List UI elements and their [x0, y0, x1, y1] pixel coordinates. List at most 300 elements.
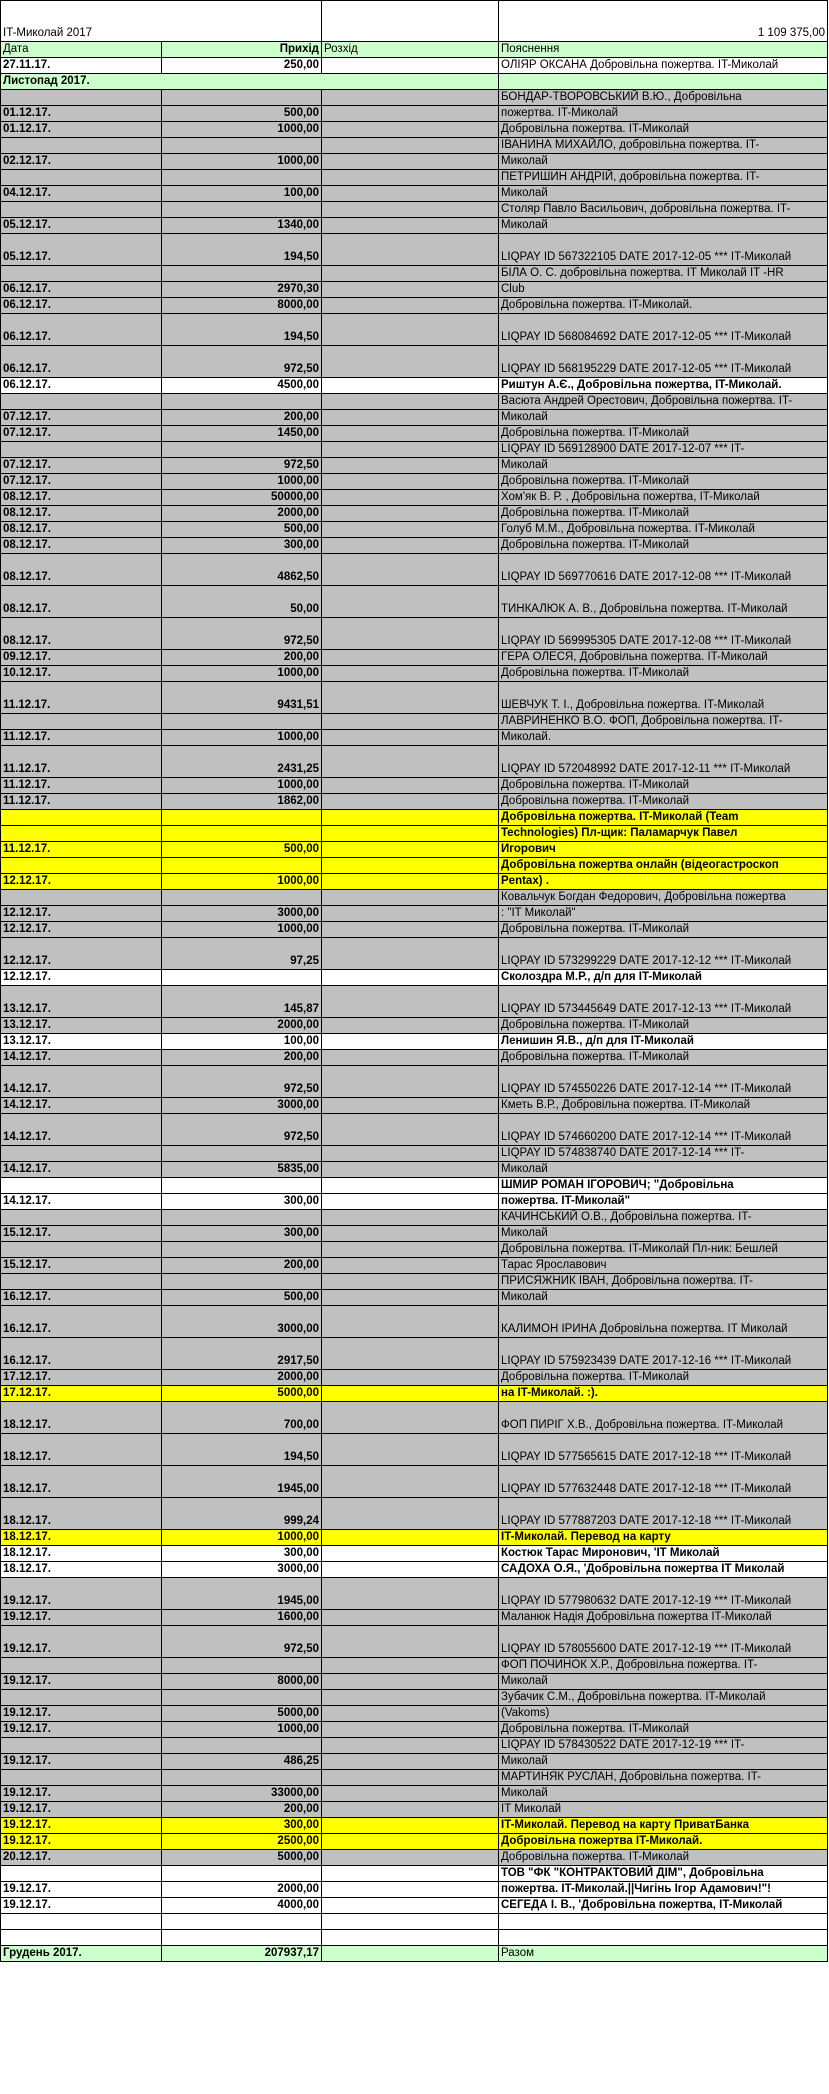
expense-cell[interactable]: [322, 410, 499, 426]
date-cell[interactable]: [1, 858, 162, 874]
note-cell[interactable]: БІЛА О. С. добровільна пожертва. IT Миколай IT -HR: [499, 266, 828, 282]
expense-cell[interactable]: [322, 1498, 499, 1530]
date-cell[interactable]: 14.12.17.: [1, 1098, 162, 1114]
note-cell[interactable]: ЛАВРИНЕНКО В.О. ФОП, Добровільна пожертва. IT-: [499, 714, 828, 730]
expense-cell[interactable]: [322, 1018, 499, 1034]
date-cell[interactable]: [1, 1738, 162, 1754]
expense-cell[interactable]: [322, 1866, 499, 1882]
footer-note[interactable]: Разом: [499, 1946, 828, 1962]
note-cell[interactable]: Добровільна пожертва. IT-Миколай: [499, 538, 828, 554]
income-cell[interactable]: 972,50: [161, 1066, 322, 1098]
date-cell[interactable]: 19.12.17.: [1, 1674, 162, 1690]
date-cell[interactable]: 08.12.17.: [1, 618, 162, 650]
date-cell[interactable]: 08.12.17.: [1, 538, 162, 554]
income-cell[interactable]: 194,50: [161, 234, 322, 266]
expense-cell[interactable]: [322, 106, 499, 122]
date-cell[interactable]: 11.12.17.: [1, 746, 162, 778]
income-cell[interactable]: 100,00: [161, 186, 322, 202]
month-label[interactable]: Листопад 2017.: [1, 74, 499, 90]
income-cell[interactable]: 9431,51: [161, 682, 322, 714]
note-cell[interactable]: Ковальчук Богдан Федорович, Добровільна пожертва: [499, 890, 828, 906]
sheet-title[interactable]: IT-Миколай 2017: [1, 1, 322, 42]
income-cell[interactable]: 5000,00: [161, 1386, 322, 1402]
expense-cell[interactable]: [322, 714, 499, 730]
footer-sum[interactable]: 207937,17: [161, 1946, 322, 1962]
income-cell[interactable]: 486,25: [161, 1754, 322, 1770]
expense-cell[interactable]: [322, 474, 499, 490]
date-cell[interactable]: [1, 1178, 162, 1194]
income-cell[interactable]: 100,00: [161, 1034, 322, 1050]
income-cell[interactable]: 1000,00: [161, 474, 322, 490]
note-cell[interactable]: ОЛІЯР ОКСАНА Добровільна пожертва. IT-Миколай: [499, 58, 828, 74]
income-cell[interactable]: 5835,00: [161, 1162, 322, 1178]
expense-cell[interactable]: [322, 1818, 499, 1834]
date-cell[interactable]: 18.12.17.: [1, 1434, 162, 1466]
expense-cell[interactable]: [322, 490, 499, 506]
note-cell[interactable]: Добровільна пожертва. IT-Миколай (Team: [499, 810, 828, 826]
date-cell[interactable]: 15.12.17.: [1, 1258, 162, 1274]
expense-cell[interactable]: [322, 1226, 499, 1242]
income-cell[interactable]: 972,50: [161, 458, 322, 474]
date-cell[interactable]: 12.12.17.: [1, 922, 162, 938]
note-cell[interactable]: ТИНКАЛЮК А. В., Добровільна пожертва. IT-Миколай: [499, 586, 828, 618]
income-cell[interactable]: [161, 170, 322, 186]
income-cell[interactable]: 1945,00: [161, 1466, 322, 1498]
income-cell[interactable]: 1862,00: [161, 794, 322, 810]
income-cell[interactable]: 300,00: [161, 1818, 322, 1834]
date-cell[interactable]: 18.12.17.: [1, 1562, 162, 1578]
expense-cell[interactable]: [322, 1402, 499, 1434]
expense-cell[interactable]: [322, 346, 499, 378]
expense-cell[interactable]: [322, 1882, 499, 1898]
date-cell[interactable]: 18.12.17.: [1, 1530, 162, 1546]
date-cell[interactable]: [1, 442, 162, 458]
income-cell[interactable]: 2917,50: [161, 1338, 322, 1370]
note-cell[interactable]: Club: [499, 282, 828, 298]
expense-cell[interactable]: [322, 1050, 499, 1066]
note-cell[interactable]: [499, 1930, 828, 1946]
date-cell[interactable]: 11.12.17.: [1, 842, 162, 858]
note-cell[interactable]: на IT-Миколай. :).: [499, 1386, 828, 1402]
income-cell[interactable]: [161, 1242, 322, 1258]
expense-cell[interactable]: [322, 1210, 499, 1226]
expense-cell[interactable]: [322, 426, 499, 442]
income-cell[interactable]: 2000,00: [161, 1370, 322, 1386]
expense-cell[interactable]: [322, 394, 499, 410]
date-cell[interactable]: 11.12.17.: [1, 682, 162, 714]
expense-cell[interactable]: [322, 1546, 499, 1562]
note-cell[interactable]: LIQPAY ID 569770616 DATE 2017-12-08 *** IT-Миколай: [499, 554, 828, 586]
date-cell[interactable]: 13.12.17.: [1, 1034, 162, 1050]
note-cell[interactable]: Миколай: [499, 1786, 828, 1802]
note-cell[interactable]: СЕГЕДА І. В., 'Добровільна пожертва, IT-Миколай: [499, 1898, 828, 1914]
date-cell[interactable]: 08.12.17.: [1, 586, 162, 618]
title-empty-cell[interactable]: [322, 1, 499, 42]
expense-cell[interactable]: [322, 266, 499, 282]
date-cell[interactable]: [1, 1690, 162, 1706]
note-cell[interactable]: IT-Миколай. Перевод на карту: [499, 1530, 828, 1546]
expense-cell[interactable]: [322, 1466, 499, 1498]
expense-cell[interactable]: [322, 1738, 499, 1754]
date-cell[interactable]: 27.11.17.: [1, 58, 162, 74]
note-cell[interactable]: Technologies) Пл-щик: Паламарчук Павел: [499, 826, 828, 842]
date-cell[interactable]: 19.12.17.: [1, 1834, 162, 1850]
date-cell[interactable]: [1, 1930, 162, 1946]
date-cell[interactable]: 20.12.17.: [1, 1850, 162, 1866]
date-cell[interactable]: [1, 90, 162, 106]
date-cell[interactable]: 09.12.17.: [1, 650, 162, 666]
date-cell[interactable]: 08.12.17.: [1, 490, 162, 506]
income-cell[interactable]: 1000,00: [161, 778, 322, 794]
note-cell[interactable]: ПЕТРИШИН АНДРІЙ, добровільна пожертва. IT-: [499, 170, 828, 186]
date-cell[interactable]: 14.12.17.: [1, 1050, 162, 1066]
note-cell[interactable]: пожертва. IT-Миколай.||Чигінь Ігор Адамович!"!: [499, 1882, 828, 1898]
note-cell[interactable]: Добровільна пожертва онлайн (відеогастроскоп: [499, 858, 828, 874]
expense-cell[interactable]: [322, 1386, 499, 1402]
note-cell[interactable]: Голуб М.М., Добровільна пожертва. IT-Миколай: [499, 522, 828, 538]
note-cell[interactable]: LIQPAY ID 575923439 DATE 2017-12-16 *** IT-Миколай: [499, 1338, 828, 1370]
expense-cell[interactable]: [322, 554, 499, 586]
expense-cell[interactable]: [322, 650, 499, 666]
note-cell[interactable]: Добровільна пожертва. IT-Миколай: [499, 506, 828, 522]
date-cell[interactable]: 06.12.17.: [1, 378, 162, 394]
note-cell[interactable]: ІВАНИНА МИХАЙЛО, добровільна пожертва. IT-: [499, 138, 828, 154]
income-cell[interactable]: 700,00: [161, 1402, 322, 1434]
date-cell[interactable]: 15.12.17.: [1, 1226, 162, 1242]
expense-cell[interactable]: [322, 970, 499, 986]
note-cell[interactable]: ШМИР РОМАН ІГОРОВИЧ; "Добровільна: [499, 1178, 828, 1194]
income-cell[interactable]: [161, 1274, 322, 1290]
note-cell[interactable]: [499, 1914, 828, 1930]
expense-cell[interactable]: [322, 154, 499, 170]
note-cell[interactable]: Добровільна пожертва. IT-Миколай: [499, 122, 828, 138]
note-cell[interactable]: Pentax) .: [499, 874, 828, 890]
note-cell[interactable]: Миколай: [499, 218, 828, 234]
date-cell[interactable]: [1, 1146, 162, 1162]
expense-cell[interactable]: [322, 1770, 499, 1786]
date-cell[interactable]: 11.12.17.: [1, 730, 162, 746]
income-cell[interactable]: 1000,00: [161, 666, 322, 682]
expense-cell[interactable]: [322, 1178, 499, 1194]
income-cell[interactable]: 1000,00: [161, 1530, 322, 1546]
month-note-cell[interactable]: [499, 74, 828, 90]
note-cell[interactable]: Столяр Павло Васильович, добровільна пожертва. IT-: [499, 202, 828, 218]
date-cell[interactable]: 18.12.17.: [1, 1498, 162, 1530]
date-cell[interactable]: 07.12.17.: [1, 410, 162, 426]
expense-cell[interactable]: [322, 298, 499, 314]
date-cell[interactable]: 19.12.17.: [1, 1722, 162, 1738]
expense-cell[interactable]: [322, 1370, 499, 1386]
note-cell[interactable]: Тарас Ярославович: [499, 1258, 828, 1274]
note-cell[interactable]: LIQPAY ID 578430522 DATE 2017-12-19 *** IT-: [499, 1738, 828, 1754]
date-cell[interactable]: 12.12.17.: [1, 874, 162, 890]
income-cell[interactable]: 250,00: [161, 58, 322, 74]
income-cell[interactable]: [161, 1146, 322, 1162]
date-cell[interactable]: 05.12.17.: [1, 234, 162, 266]
note-cell[interactable]: LIQPAY ID 578055600 DATE 2017-12-19 *** IT-Миколай: [499, 1626, 828, 1658]
income-cell[interactable]: 3000,00: [161, 1098, 322, 1114]
income-cell[interactable]: 3000,00: [161, 906, 322, 922]
income-cell[interactable]: 200,00: [161, 1258, 322, 1274]
expense-cell[interactable]: [322, 90, 499, 106]
income-cell[interactable]: 2000,00: [161, 506, 322, 522]
note-cell[interactable]: Миколай: [499, 1290, 828, 1306]
income-cell[interactable]: 194,50: [161, 1434, 322, 1466]
income-cell[interactable]: [161, 1738, 322, 1754]
income-cell[interactable]: 1450,00: [161, 426, 322, 442]
income-cell[interactable]: 200,00: [161, 650, 322, 666]
date-cell[interactable]: 18.12.17.: [1, 1546, 162, 1562]
expense-cell[interactable]: [322, 810, 499, 826]
expense-cell[interactable]: [322, 538, 499, 554]
note-cell[interactable]: Миколай: [499, 1226, 828, 1242]
note-cell[interactable]: LIQPAY ID 569995305 DATE 2017-12-08 *** IT-Миколай: [499, 618, 828, 650]
income-cell[interactable]: [161, 1930, 322, 1946]
expense-cell[interactable]: [322, 1706, 499, 1722]
income-cell[interactable]: 300,00: [161, 1546, 322, 1562]
income-cell[interactable]: [161, 1866, 322, 1882]
expense-cell[interactable]: [322, 842, 499, 858]
income-cell[interactable]: 3000,00: [161, 1562, 322, 1578]
note-cell[interactable]: БОНДАР-ТВОРОВСЬКИЙ В.Ю., Добровільна: [499, 90, 828, 106]
income-cell[interactable]: 145,87: [161, 986, 322, 1018]
date-cell[interactable]: [1, 202, 162, 218]
date-cell[interactable]: 11.12.17.: [1, 778, 162, 794]
note-cell[interactable]: Добровільна пожертва. IT-Миколай: [499, 1018, 828, 1034]
note-cell[interactable]: ТОВ "ФК "КОНТРАКТОВИЙ ДІМ", Добровільна: [499, 1866, 828, 1882]
income-cell[interactable]: 8000,00: [161, 1674, 322, 1690]
note-cell[interactable]: Добровільна пожертва. IT-Миколай Пл-ник: Бешлей: [499, 1242, 828, 1258]
note-cell[interactable]: САДОХА О.Я., 'Добровільна пожертва IT Миколай: [499, 1562, 828, 1578]
expense-cell[interactable]: [322, 170, 499, 186]
note-cell[interactable]: LIQPAY ID 577632448 DATE 2017-12-18 *** IT-Миколай: [499, 1466, 828, 1498]
note-cell[interactable]: Игорович: [499, 842, 828, 858]
date-cell[interactable]: 16.12.17.: [1, 1306, 162, 1338]
note-cell[interactable]: LIQPAY ID 574660200 DATE 2017-12-14 *** IT-Миколай: [499, 1114, 828, 1146]
date-cell[interactable]: 19.12.17.: [1, 1626, 162, 1658]
date-cell[interactable]: 07.12.17.: [1, 426, 162, 442]
date-cell[interactable]: [1, 394, 162, 410]
note-cell[interactable]: Миколай: [499, 186, 828, 202]
expense-cell[interactable]: [322, 138, 499, 154]
note-cell[interactable]: Зубачик С.М., Добровільна пожертва. IT-Миколай: [499, 1690, 828, 1706]
note-cell[interactable]: КАЧИНСЬКИЙ О.В., Добровільна пожертва. IT-: [499, 1210, 828, 1226]
note-cell[interactable]: (Vakoms): [499, 1706, 828, 1722]
date-cell[interactable]: 06.12.17.: [1, 346, 162, 378]
expense-cell[interactable]: [322, 1274, 499, 1290]
income-cell[interactable]: 97,25: [161, 938, 322, 970]
footer-expense-cell[interactable]: [322, 1946, 499, 1962]
expense-cell[interactable]: [322, 282, 499, 298]
date-cell[interactable]: 19.12.17.: [1, 1610, 162, 1626]
expense-cell[interactable]: [322, 1850, 499, 1866]
date-cell[interactable]: 14.12.17.: [1, 1194, 162, 1210]
expense-cell[interactable]: [322, 458, 499, 474]
expense-cell[interactable]: [322, 874, 499, 890]
income-cell[interactable]: 300,00: [161, 1226, 322, 1242]
expense-cell[interactable]: [322, 506, 499, 522]
date-cell[interactable]: 10.12.17.: [1, 666, 162, 682]
note-cell[interactable]: ШЕВЧУК Т. І., Добровільна пожертва. IT-Миколай: [499, 682, 828, 714]
date-cell[interactable]: 14.12.17.: [1, 1162, 162, 1178]
header-note[interactable]: Пояснення: [499, 42, 828, 58]
expense-cell[interactable]: [322, 378, 499, 394]
expense-cell[interactable]: [322, 1610, 499, 1626]
income-cell[interactable]: 1000,00: [161, 922, 322, 938]
income-cell[interactable]: [161, 714, 322, 730]
note-cell[interactable]: МАРТИНЯК РУСЛАН, Добровільна пожертва. IT-: [499, 1770, 828, 1786]
note-cell[interactable]: IT Миколай: [499, 1802, 828, 1818]
income-cell[interactable]: [161, 826, 322, 842]
date-cell[interactable]: [1, 810, 162, 826]
note-cell[interactable]: Миколай: [499, 1674, 828, 1690]
income-cell[interactable]: 4862,50: [161, 554, 322, 586]
date-cell[interactable]: 19.12.17.: [1, 1578, 162, 1610]
income-cell[interactable]: 2431,25: [161, 746, 322, 778]
date-cell[interactable]: [1, 1658, 162, 1674]
note-cell[interactable]: LIQPAY ID 573299229 DATE 2017-12-12 *** IT-Миколай: [499, 938, 828, 970]
income-cell[interactable]: [161, 266, 322, 282]
income-cell[interactable]: [161, 1658, 322, 1674]
date-cell[interactable]: 01.12.17.: [1, 122, 162, 138]
income-cell[interactable]: [161, 858, 322, 874]
date-cell[interactable]: [1, 1242, 162, 1258]
expense-cell[interactable]: [322, 1626, 499, 1658]
income-cell[interactable]: 3000,00: [161, 1306, 322, 1338]
date-cell[interactable]: [1, 714, 162, 730]
expense-cell[interactable]: [322, 1674, 499, 1690]
note-cell[interactable]: LIQPAY ID 568084692 DATE 2017-12-05 *** IT-Миколай: [499, 314, 828, 346]
date-cell[interactable]: [1, 1770, 162, 1786]
note-cell[interactable]: Сколоздра М.Р., д/п для IT-Миколай: [499, 970, 828, 986]
income-cell[interactable]: 2970,30: [161, 282, 322, 298]
date-cell[interactable]: 19.12.17.: [1, 1802, 162, 1818]
income-cell[interactable]: [161, 970, 322, 986]
income-cell[interactable]: 194,50: [161, 314, 322, 346]
income-cell[interactable]: 4000,00: [161, 1898, 322, 1914]
note-cell[interactable]: Хом'як В. Р. , Добровільна пожертва, IT-Миколай: [499, 490, 828, 506]
note-cell[interactable]: Кметь В.Р., Добровільна пожертва. IT-Миколай: [499, 1098, 828, 1114]
note-cell[interactable]: Добровільна пожертва IT-Миколай.: [499, 1834, 828, 1850]
expense-cell[interactable]: [322, 58, 499, 74]
date-cell[interactable]: 02.12.17.: [1, 154, 162, 170]
note-cell[interactable]: ПРИСЯЖНИК ІВАН, Добровільна пожертва. IT-: [499, 1274, 828, 1290]
income-cell[interactable]: 300,00: [161, 1194, 322, 1210]
date-cell[interactable]: 12.12.17.: [1, 938, 162, 970]
expense-cell[interactable]: [322, 618, 499, 650]
note-cell[interactable]: Добровільна пожертва. IT-Миколай: [499, 1722, 828, 1738]
expense-cell[interactable]: [322, 234, 499, 266]
expense-cell[interactable]: [322, 1162, 499, 1178]
date-cell[interactable]: [1, 1210, 162, 1226]
income-cell[interactable]: [161, 1914, 322, 1930]
note-cell[interactable]: : "IT Миколай": [499, 906, 828, 922]
income-cell[interactable]: 200,00: [161, 1050, 322, 1066]
note-cell[interactable]: ФОП ПОЧИНОК Х.Р., Добровільна пожертва. IT-: [499, 1658, 828, 1674]
income-cell[interactable]: [161, 394, 322, 410]
income-cell[interactable]: 972,50: [161, 1626, 322, 1658]
note-cell[interactable]: Маланюк Надія Добровільна пожертва IT-Миколай: [499, 1610, 828, 1626]
expense-cell[interactable]: [322, 1754, 499, 1770]
date-cell[interactable]: 08.12.17.: [1, 554, 162, 586]
income-cell[interactable]: [161, 810, 322, 826]
date-cell[interactable]: [1, 1274, 162, 1290]
note-cell[interactable]: Добровільна пожертва. IT-Миколай: [499, 778, 828, 794]
expense-cell[interactable]: [322, 1530, 499, 1546]
note-cell[interactable]: Миколай: [499, 154, 828, 170]
note-cell[interactable]: Добровільна пожертва. IT-Миколай: [499, 922, 828, 938]
income-cell[interactable]: 50,00: [161, 586, 322, 618]
date-cell[interactable]: 17.12.17.: [1, 1370, 162, 1386]
date-cell[interactable]: 04.12.17.: [1, 186, 162, 202]
date-cell[interactable]: 18.12.17.: [1, 1466, 162, 1498]
expense-cell[interactable]: [322, 1338, 499, 1370]
expense-cell[interactable]: [322, 586, 499, 618]
expense-cell[interactable]: [322, 1114, 499, 1146]
date-cell[interactable]: 18.12.17.: [1, 1402, 162, 1434]
expense-cell[interactable]: [322, 1658, 499, 1674]
date-cell[interactable]: [1, 266, 162, 282]
expense-cell[interactable]: [322, 1930, 499, 1946]
expense-cell[interactable]: [322, 986, 499, 1018]
expense-cell[interactable]: [322, 1562, 499, 1578]
note-cell[interactable]: LIQPAY ID 577980632 DATE 2017-12-19 *** IT-Миколай: [499, 1578, 828, 1610]
expense-cell[interactable]: [322, 1898, 499, 1914]
expense-cell[interactable]: [322, 794, 499, 810]
date-cell[interactable]: 08.12.17.: [1, 506, 162, 522]
note-cell[interactable]: КАЛИМОН ІРИНА Добровільна пожертва. IT Миколай: [499, 1306, 828, 1338]
note-cell[interactable]: Добровільна пожертва. IT-Миколай: [499, 426, 828, 442]
income-cell[interactable]: [161, 442, 322, 458]
income-cell[interactable]: 500,00: [161, 106, 322, 122]
date-cell[interactable]: 08.12.17.: [1, 522, 162, 538]
header-expense[interactable]: Розхід: [322, 42, 499, 58]
date-cell[interactable]: [1, 1914, 162, 1930]
expense-cell[interactable]: [322, 858, 499, 874]
date-cell[interactable]: 13.12.17.: [1, 986, 162, 1018]
expense-cell[interactable]: [322, 730, 499, 746]
note-cell[interactable]: Добровільна пожертва. IT-Миколай: [499, 474, 828, 490]
expense-cell[interactable]: [322, 1914, 499, 1930]
date-cell[interactable]: 13.12.17.: [1, 1018, 162, 1034]
expense-cell[interactable]: [322, 922, 499, 938]
note-cell[interactable]: LIQPAY ID 567322105 DATE 2017-12-05 *** IT-Миколай: [499, 234, 828, 266]
note-cell[interactable]: Добровільна пожертва. IT-Миколай: [499, 794, 828, 810]
date-cell[interactable]: 06.12.17.: [1, 282, 162, 298]
expense-cell[interactable]: [322, 1290, 499, 1306]
note-cell[interactable]: Добровільна пожертва. IT-Миколай: [499, 666, 828, 682]
date-cell[interactable]: 16.12.17.: [1, 1290, 162, 1306]
expense-cell[interactable]: [322, 938, 499, 970]
expense-cell[interactable]: [322, 1098, 499, 1114]
note-cell[interactable]: IT-Миколай. Перевод на карту ПриватБанка: [499, 1818, 828, 1834]
expense-cell[interactable]: [322, 1242, 499, 1258]
note-cell[interactable]: Миколай.: [499, 730, 828, 746]
note-cell[interactable]: LIQPAY ID 574838740 DATE 2017-12-14 *** IT-: [499, 1146, 828, 1162]
note-cell[interactable]: Ленишин Я.В., д/п для IT-Миколай: [499, 1034, 828, 1050]
income-cell[interactable]: 500,00: [161, 842, 322, 858]
date-cell[interactable]: 19.12.17.: [1, 1754, 162, 1770]
expense-cell[interactable]: [322, 1786, 499, 1802]
date-cell[interactable]: 19.12.17.: [1, 1706, 162, 1722]
expense-cell[interactable]: [322, 202, 499, 218]
income-cell[interactable]: 4500,00: [161, 378, 322, 394]
expense-cell[interactable]: [322, 218, 499, 234]
note-cell[interactable]: LIQPAY ID 569128900 DATE 2017-12-07 *** IT-: [499, 442, 828, 458]
date-cell[interactable]: [1, 138, 162, 154]
income-cell[interactable]: 1340,00: [161, 218, 322, 234]
date-cell[interactable]: 17.12.17.: [1, 1386, 162, 1402]
